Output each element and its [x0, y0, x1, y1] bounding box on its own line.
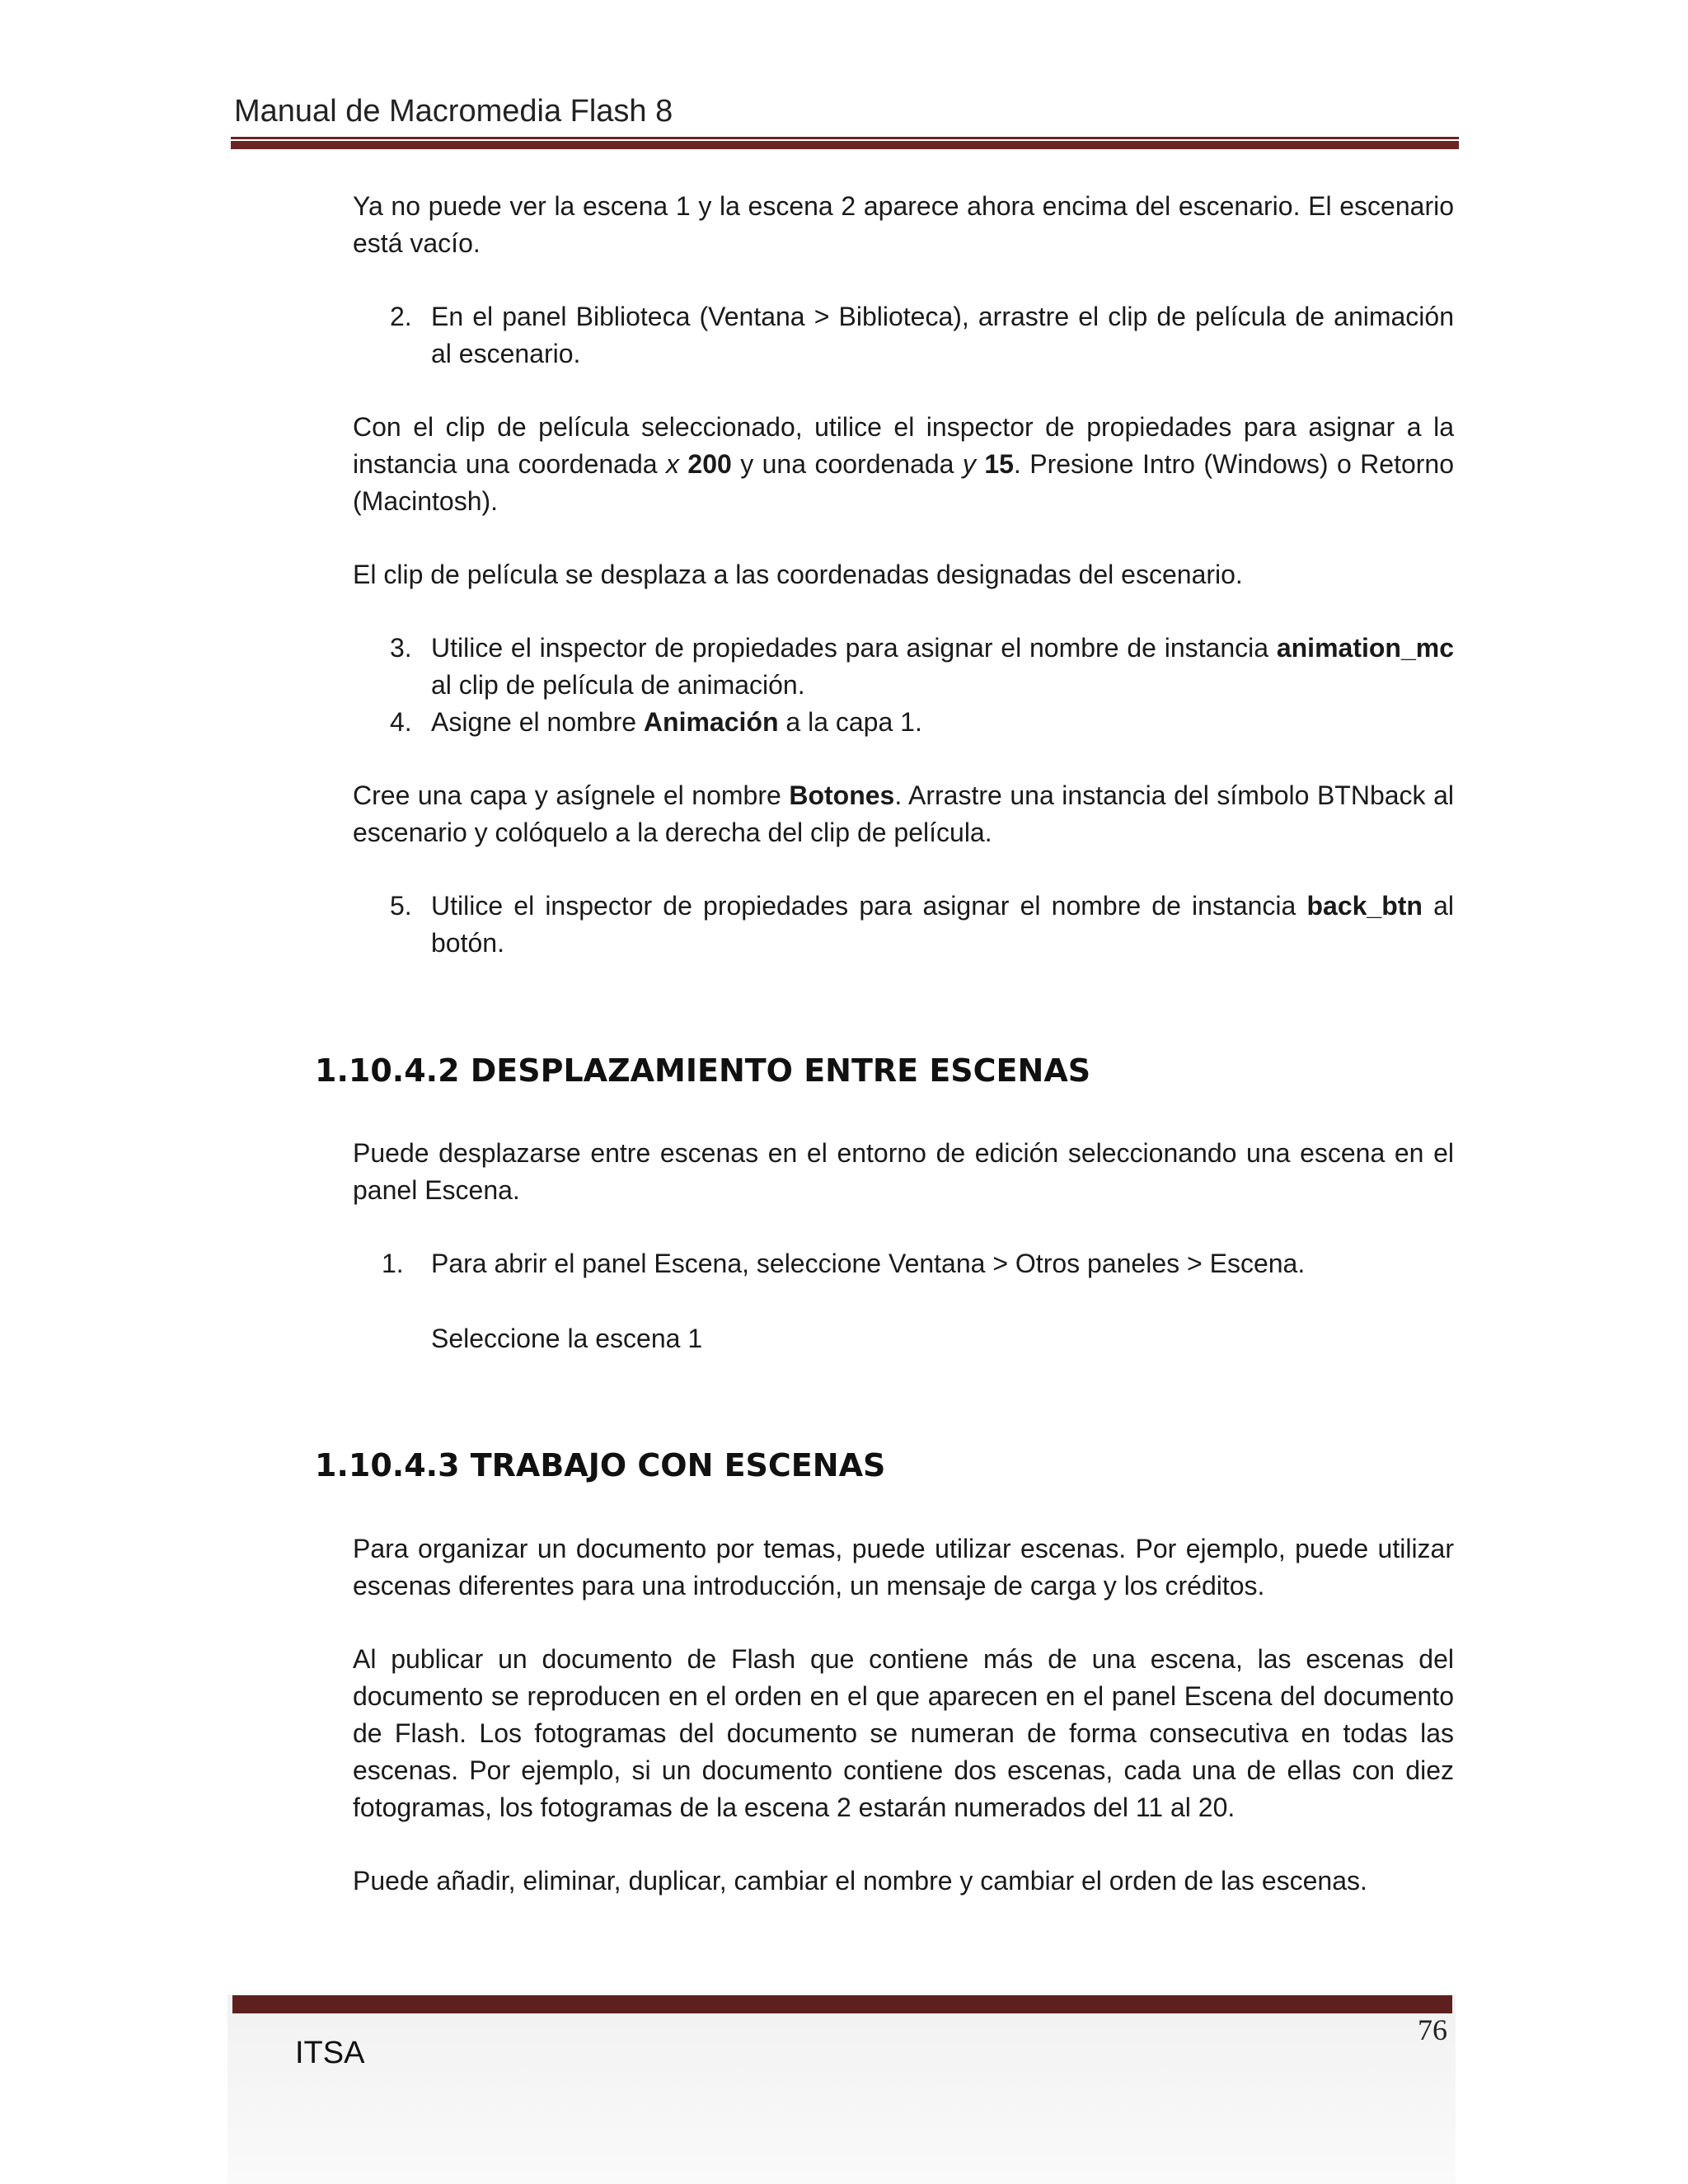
italic-text: x: [665, 449, 679, 479]
footer-label: ITSA: [295, 2036, 365, 2070]
list-subtext: [353, 1320, 1454, 1357]
paragraph: El clip de película se desplaza a las coordenadas designadas del escenario.: [353, 560, 1243, 589]
list-item: [353, 298, 1454, 373]
paragraph-text: Con el clip de película seleccionado, utilice el inspector de propiedades para asignar a la instancia una coordenada: [353, 412, 1454, 479]
content-block-2: [353, 1135, 1454, 1357]
paragraph: [353, 777, 1454, 851]
footer-background: [227, 1994, 1456, 2184]
list-text: Para abrir el panel Escena, seleccione Ventana > Otros paneles > Escena.: [431, 1249, 1306, 1278]
header-title: Manual de Macromedia Flash 8: [234, 94, 673, 129]
paragraph: Ya no puede ver la escena 1 y la escena 2 aparece ahora encima del escenario. El escenario está vacío.: [353, 191, 1454, 258]
list-text: Utilice el inspector de propiedades para asignar el nombre de instancia: [431, 633, 1277, 663]
bold-text: back_btn: [1306, 891, 1423, 921]
paragraph-text: . Arrastre una instancia del símbolo BTNback al escenario y colóquelo a la derecha del clip de película.: [353, 780, 1455, 847]
content-block-1: [353, 188, 1454, 962]
list-text: Utilice el inspector de propiedades para asignar el nombre de instancia: [431, 891, 1307, 921]
paragraph-text: Cree una capa y asígnele el nombre: [353, 780, 790, 810]
list-number: 2.: [390, 302, 412, 331]
section-heading: 1.10.4.2 DESPLAZAMIENTO ENTRE ESCENAS: [315, 1052, 1091, 1089]
paragraph: Al publicar un documento de Flash que contiene más de una escena, las escenas del documento se reproducen en el orden en el que aparecen en el panel Escena del documento de Flash. Los fotogramas del documento se numeran de forma consecutiva en todas las escenas. Por ejemplo, si un documento contiene dos escenas, cada una de ellas con diez fotogramas, los fotogramas de la escena 2 estarán numerados del 11 al 20.: [353, 1644, 1454, 1822]
bold-text: 200: [687, 449, 732, 479]
list-number: 1.: [382, 1249, 404, 1278]
bold-text: Animación: [643, 707, 779, 737]
list-number: 5.: [390, 891, 412, 921]
list-text: al clip de película de animación.: [431, 670, 805, 700]
paragraph-text: y una coordenada: [731, 449, 963, 479]
section-heading: 1.10.4.3 TRABAJO CON ESCENAS: [315, 1447, 886, 1483]
list-text: Seleccione la escena 1: [431, 1324, 703, 1353]
paragraph: Puede añadir, eliminar, duplicar, cambiar el nombre y cambiar el orden de las escenas.: [353, 1866, 1367, 1896]
list-number: 4.: [390, 707, 412, 737]
list-text: a la capa 1.: [778, 707, 922, 737]
bold-text: 15: [984, 449, 1014, 479]
list-number: 3.: [390, 633, 412, 663]
header-rule-thick: [231, 141, 1459, 149]
list-item: [353, 704, 1454, 741]
list-text: al botón.: [431, 891, 1455, 958]
bold-text: Botones: [789, 780, 895, 810]
header-rule: [231, 137, 1459, 139]
content-block-3: [353, 1530, 1454, 1900]
paragraph: Para organizar un documento por temas, puede utilizar escenas. Por ejemplo, puede utilizar escenas diferentes para una introducción, un mensaje de carga y los créditos.: [353, 1534, 1454, 1601]
list-item: [353, 1245, 1454, 1282]
paragraph-text: . Presione Intro (Windows) o Retorno (Macintosh).: [353, 449, 1455, 516]
bold-text: animation_mc: [1276, 633, 1454, 663]
page-number: 76: [1418, 2013, 1447, 2046]
list-text: Asigne el nombre: [431, 707, 644, 737]
list-item: [353, 630, 1454, 704]
list-text: En el panel Biblioteca (Ventana > Biblioteca), arrastre el clip de película de animación al escenario.: [431, 302, 1454, 368]
italic-text: y: [962, 449, 976, 479]
footer-rule: [232, 1995, 1452, 2013]
paragraph: [353, 409, 1454, 520]
paragraph: Puede desplazarse entre escenas en el entorno de edición seleccionando una escena en el panel Escena.: [353, 1138, 1454, 1205]
list-item: [353, 888, 1454, 962]
